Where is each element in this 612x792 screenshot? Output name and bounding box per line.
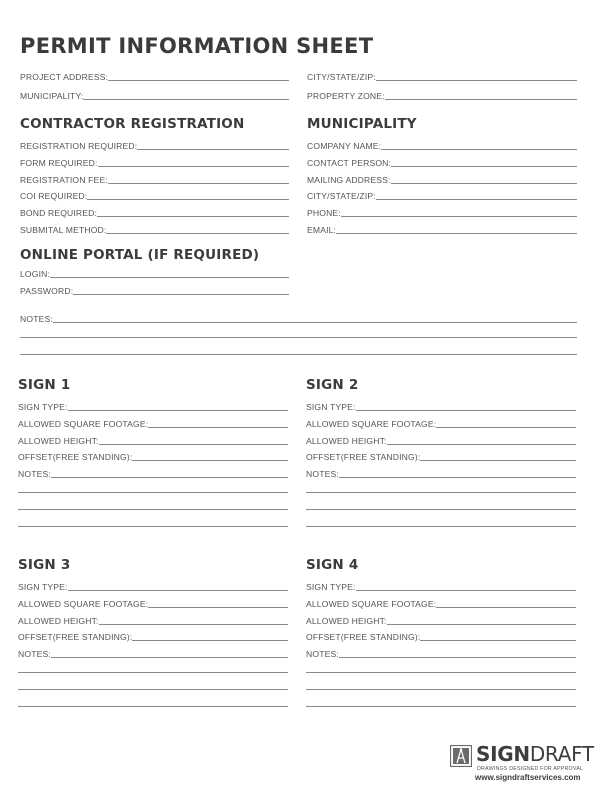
property-zone-label: PROPERTY ZONE:	[307, 91, 385, 101]
bond-required-line[interactable]	[97, 216, 289, 217]
offset-line[interactable]	[132, 460, 288, 461]
mailing-address-line[interactable]	[391, 183, 577, 184]
square-footage-line[interactable]	[148, 427, 288, 428]
email-label: EMAIL:	[307, 225, 337, 235]
offset-line[interactable]	[132, 640, 288, 641]
sign-2-notes-rule[interactable]	[306, 526, 576, 527]
municipality-label: MUNICIPALITY:	[20, 91, 84, 101]
sign-3-heading: SIGN 3	[18, 557, 71, 573]
company-name-line[interactable]	[381, 149, 577, 150]
form-required-line[interactable]	[98, 166, 289, 167]
sign-2-heading: SIGN 2	[306, 377, 359, 393]
logo-brand-bold: SIGN	[476, 742, 530, 766]
city-state-zip-line[interactable]	[376, 80, 577, 81]
registration-required-field[interactable]	[20, 139, 289, 151]
sign-4-square-footage-field[interactable]	[306, 597, 576, 609]
property-zone-line[interactable]	[385, 99, 577, 100]
offset-line[interactable]	[420, 460, 576, 461]
municipality-heading: MUNICIPALITY	[307, 116, 417, 132]
registration-fee-field[interactable]	[20, 173, 289, 185]
logo-brand-light: DRAFT	[529, 742, 594, 766]
phone-field[interactable]	[307, 206, 577, 218]
sign-type-line[interactable]	[68, 410, 288, 411]
login-line[interactable]	[50, 277, 289, 278]
sign-notes-line[interactable]	[51, 477, 288, 478]
sign-2-notes-rule[interactable]	[306, 509, 576, 510]
property-zone-field[interactable]	[307, 89, 577, 101]
sign-3-notes-rule[interactable]	[18, 672, 288, 673]
sign-4-height-field[interactable]	[306, 614, 576, 626]
sign-notes-label: NOTES:	[18, 649, 51, 659]
compass-icon	[450, 745, 472, 767]
sign-4-notes-rule[interactable]	[306, 672, 576, 673]
city-state-zip-field[interactable]	[307, 70, 577, 82]
sign-type-line[interactable]	[356, 410, 576, 411]
sign-2-height-field[interactable]	[306, 434, 576, 446]
contact-person-label: CONTACT PERSON:	[307, 158, 392, 168]
password-field[interactable]	[20, 284, 289, 296]
sign-type-label: SIGN TYPE:	[18, 582, 68, 592]
offset-line[interactable]	[420, 640, 576, 641]
height-line[interactable]	[387, 624, 576, 625]
sign-2-square-footage-field[interactable]	[306, 417, 576, 429]
bond-required-field[interactable]	[20, 206, 289, 218]
form-required-field[interactable]	[20, 156, 289, 168]
sign-type-label: SIGN TYPE:	[306, 402, 356, 412]
registration-fee-line[interactable]	[108, 183, 289, 184]
square-footage-label: ALLOWED SQUARE FOOTAGE:	[306, 599, 437, 609]
coi-required-line[interactable]	[87, 199, 289, 200]
square-footage-label: ALLOWED SQUARE FOOTAGE:	[18, 599, 149, 609]
height-line[interactable]	[99, 624, 288, 625]
contact-person-field[interactable]	[307, 156, 577, 168]
email-line[interactable]	[336, 233, 577, 234]
company-name-label: COMPANY NAME:	[307, 141, 382, 151]
sign-3-notes-field[interactable]	[18, 647, 288, 659]
registration-fee-label: REGISTRATION FEE:	[20, 175, 108, 185]
phone-line[interactable]	[341, 216, 577, 217]
project-address-line[interactable]	[108, 80, 289, 81]
sign-1-height-field[interactable]	[18, 434, 288, 446]
page-title: PERMIT INFORMATION SHEET	[20, 34, 374, 58]
sign-notes-label: NOTES:	[306, 469, 339, 479]
sign-3-notes-rule[interactable]	[18, 706, 288, 707]
password-label: PASSWORD:	[20, 286, 74, 296]
height-label: ALLOWED HEIGHT:	[18, 436, 99, 446]
sign-notes-label: NOTES:	[18, 469, 51, 479]
sign-1-notes-field[interactable]	[18, 467, 288, 479]
sign-notes-line[interactable]	[339, 477, 576, 478]
sign-1-notes-rule[interactable]	[18, 509, 288, 510]
sign-notes-label: NOTES:	[306, 649, 339, 659]
sign-1-square-footage-field[interactable]	[18, 417, 288, 429]
square-footage-line[interactable]	[436, 427, 576, 428]
bond-required-label: BOND REQUIRED:	[20, 208, 98, 218]
sign-3-height-field[interactable]	[18, 614, 288, 626]
sign-4-type-field[interactable]	[306, 580, 576, 592]
notes-rule[interactable]	[20, 337, 577, 338]
notes-label: NOTES:	[20, 314, 53, 324]
muni-city-state-zip-label: CITY/STATE/ZIP:	[307, 191, 376, 201]
height-line[interactable]	[387, 444, 576, 445]
sign-3-square-footage-field[interactable]	[18, 597, 288, 609]
login-field[interactable]	[20, 267, 289, 279]
registration-required-line[interactable]	[137, 149, 289, 150]
muni-city-state-zip-field[interactable]	[307, 189, 577, 201]
height-label: ALLOWED HEIGHT:	[306, 616, 387, 626]
sign-1-heading: SIGN 1	[18, 377, 71, 393]
square-footage-label: ALLOWED SQUARE FOOTAGE:	[306, 419, 437, 429]
form-required-label: FORM REQUIRED:	[20, 158, 98, 168]
square-footage-line[interactable]	[148, 607, 288, 608]
project-address-label: PROJECT ADDRESS:	[20, 72, 109, 82]
sign-type-label: SIGN TYPE:	[306, 582, 356, 592]
sign-4-offset-field[interactable]	[306, 630, 576, 642]
sign-2-notes-field[interactable]	[306, 467, 576, 479]
contact-person-line[interactable]	[391, 166, 577, 167]
sign-2-notes-rule[interactable]	[306, 492, 576, 493]
sign-type-line[interactable]	[356, 590, 576, 591]
sign-1-notes-rule[interactable]	[18, 526, 288, 527]
logo-tagline: DRAWINGS DESIGNED FOR APPROVAL	[477, 766, 584, 772]
mailing-address-field[interactable]	[307, 173, 577, 185]
sign-2-offset-field[interactable]	[306, 450, 576, 462]
company-name-field[interactable]	[307, 139, 577, 151]
municipality-field[interactable]	[20, 89, 289, 101]
login-label: LOGIN:	[20, 269, 51, 279]
phone-label: PHONE:	[307, 208, 341, 218]
height-label: ALLOWED HEIGHT:	[306, 436, 387, 446]
submital-method-label: SUBMITAL METHOD:	[20, 225, 107, 235]
sign-type-line[interactable]	[68, 590, 288, 591]
sign-notes-line[interactable]	[339, 657, 576, 658]
sign-1-offset-field[interactable]	[18, 450, 288, 462]
notes-field[interactable]	[20, 312, 577, 324]
height-line[interactable]	[99, 444, 288, 445]
portal-heading: ONLINE PORTAL (IF REQUIRED)	[20, 247, 260, 263]
sign-4-heading: SIGN 4	[306, 557, 359, 573]
sign-4-notes-rule[interactable]	[306, 706, 576, 707]
project-address-field[interactable]	[20, 70, 289, 82]
sign-3-offset-field[interactable]	[18, 630, 288, 642]
sign-2-type-field[interactable]	[306, 400, 576, 412]
offset-label: OFFSET(FREE STANDING):	[18, 452, 133, 462]
offset-label: OFFSET(FREE STANDING):	[306, 452, 421, 462]
signdraft-logo	[450, 744, 598, 784]
coi-required-field[interactable]	[20, 189, 289, 201]
website-url: www.signdraftservices.com	[475, 773, 581, 782]
height-label: ALLOWED HEIGHT:	[18, 616, 99, 626]
muni-city-state-zip-line[interactable]	[376, 199, 577, 200]
mailing-address-label: MAILING ADDRESS:	[307, 175, 391, 185]
municipality-line[interactable]	[83, 99, 289, 100]
notes-line[interactable]	[53, 322, 577, 323]
email-field[interactable]	[307, 223, 577, 235]
logo-brand	[476, 742, 594, 766]
coi-required-label: COI REQUIRED:	[20, 191, 88, 201]
sign-4-notes-rule[interactable]	[306, 689, 576, 690]
offset-label: OFFSET(FREE STANDING):	[18, 632, 133, 642]
sign-3-type-field[interactable]	[18, 580, 288, 592]
submital-method-field[interactable]	[20, 223, 289, 235]
sign-type-label: SIGN TYPE:	[18, 402, 68, 412]
notes-rule[interactable]	[20, 354, 577, 355]
square-footage-line[interactable]	[436, 607, 576, 608]
city-state-zip-label: CITY/STATE/ZIP:	[307, 72, 376, 82]
offset-label: OFFSET(FREE STANDING):	[306, 632, 421, 642]
sign-1-type-field[interactable]	[18, 400, 288, 412]
sign-4-notes-field[interactable]	[306, 647, 576, 659]
sign-1-notes-rule[interactable]	[18, 492, 288, 493]
registration-required-label: REGISTRATION REQUIRED:	[20, 141, 138, 151]
submital-method-line[interactable]	[106, 233, 289, 234]
contractor-heading: CONTRACTOR REGISTRATION	[20, 116, 245, 132]
sign-3-notes-rule[interactable]	[18, 689, 288, 690]
sign-notes-line[interactable]	[51, 657, 288, 658]
square-footage-label: ALLOWED SQUARE FOOTAGE:	[18, 419, 149, 429]
password-line[interactable]	[73, 294, 289, 295]
